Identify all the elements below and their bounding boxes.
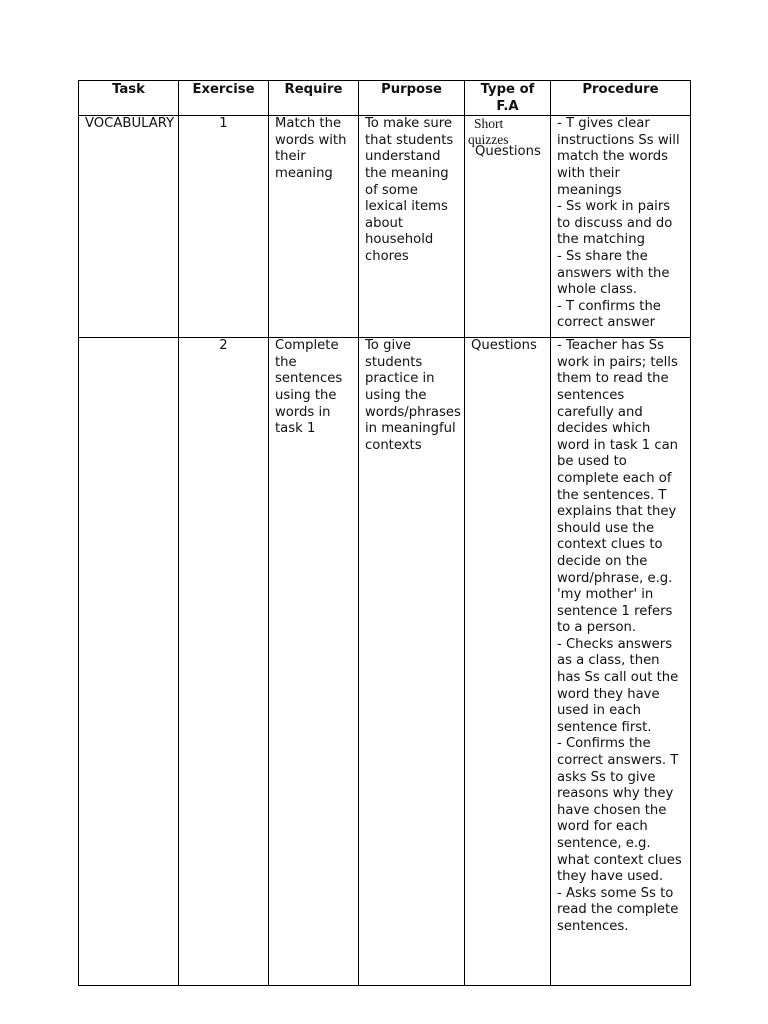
table-row [79,338,691,986]
table-header-row [79,81,691,116]
procedure-step: - Checks answers as a class, then has Ss call out the word they have used in each sentence first. [557,636,679,735]
cell-procedure [551,116,691,338]
table-row [79,116,691,338]
header-task: Task [79,81,179,116]
type-short: Short [474,116,504,132]
cell-procedure [551,338,691,986]
cell-purpose: To give students practice in using the words/phrases in meaningful contexts [359,338,465,986]
procedure-step: - Asks some Ss to read the complete sentences. [557,885,679,934]
procedure-step: - Ss work in pairs to discuss and do the matching [557,199,673,248]
cell-exercise: 2 [179,338,269,986]
header-procedure: Procedure [551,81,691,116]
cell-type: Questions [465,338,551,986]
cell-require: Match the words with their meaning [269,116,359,338]
header-purpose: Purpose [359,81,465,116]
header-require: Require [269,81,359,116]
procedure-step: - Ss share the answers with the whole class. [557,248,670,298]
procedure-step: - Confirms the correct answers. T asks Ss to give reasons why they have chosen the word for each sentence, e.g. what context clues they have used. [557,736,682,885]
header-type-line2: F.A [496,98,519,114]
cell-require: Complete the sentences using the words in task 1 [269,338,359,986]
cell-exercise: 1 [179,116,269,338]
cell-task: VOCABULARY [79,116,179,338]
type-quizzes: quizzes [468,132,509,148]
lesson-plan-table [78,80,691,986]
procedure-step: - T confirms the correct answer [557,298,661,331]
header-exercise: Exercise [179,81,269,116]
procedure-step: - T gives clear instructions Ss will match the words with their meanings [557,116,680,198]
cell-task [79,338,179,986]
cell-type [465,116,551,338]
header-type-of-fa [465,81,551,116]
procedure-step: - Teacher has Ss work in pairs; tells them to read the sentences carefully and decides which word in task 1 can be used to complete each of the sentences. T explains that they should use the context clues to decide on the word/phrase, e.g. 'my mother' in sentence 1 refers to a person. [557,338,679,636]
header-type-line1: Type of [480,82,535,97]
cell-purpose: To make sure that students understand the meaning of some lexical items about household chores [359,116,465,338]
type-questions: Questions [475,144,541,160]
